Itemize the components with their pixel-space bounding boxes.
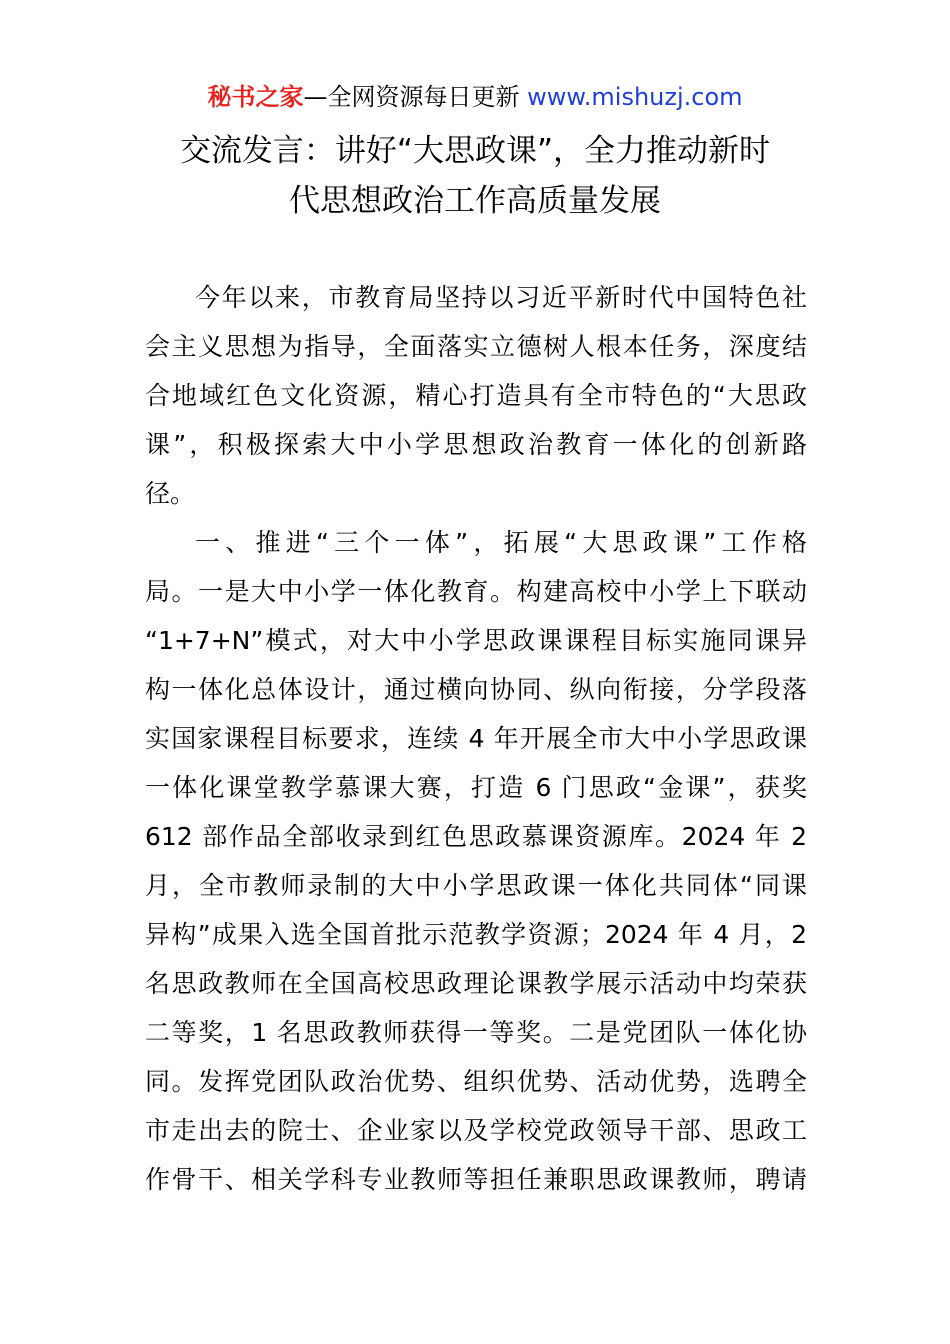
paragraph-line: 今年以来，市教育局坚持以习近平新时代中国特色社 (195, 283, 807, 312)
paragraph (145, 273, 807, 518)
site-url-link[interactable]: www.mishuzj.com (527, 83, 743, 111)
paragraph (145, 518, 807, 1204)
paragraph-line: 同。发挥党团队政治优势、组织优势、活动优势，选聘全 (145, 1067, 807, 1096)
paragraph-line: 二等奖，1 名思政教师获得一等奖。二是党团队一体化协 (145, 1018, 807, 1047)
paragraph-line: 合地域红色文化资源，精心打造具有全市特色的“大思政 (145, 381, 807, 410)
paragraph-line: 实国家课程目标要求，连续 4 年开展全市大中小学思政课 (145, 724, 807, 753)
title-line: 交流发言：讲好“大思政课”，全力推动新时 (179, 133, 771, 169)
title-line: 代思想政治工作高质量发展 (289, 183, 661, 219)
paragraph-line: 月，全市教师录制的大中小学思政课一体化共同体“同课 (145, 871, 807, 900)
document-title (120, 126, 830, 226)
paragraph-line: 一体化课堂教学慕课大赛，打造 6 门思政“金课”，获奖 (145, 773, 807, 802)
site-header (0, 80, 950, 114)
paragraph-line: 612 部作品全部收录到红色思政慕课资源库。2024 年 2 (145, 822, 807, 851)
site-tagline: —全网资源每日更新 (303, 83, 520, 111)
paragraph-line: 构一体化总体设计，通过横向协同、纵向衔接，分学段落 (145, 675, 807, 704)
paragraph-line: 会主义思想为指导，全面落实立德树人根本任务，深度结 (145, 332, 807, 361)
paragraph-line: 名思政教师在全国高校思政理论课教学展示活动中均荣获 (145, 969, 807, 998)
paragraph-line: 一、推进“三个一体”，拓展“大思政课”工作格 (195, 528, 807, 557)
paragraph-line: 径。 (145, 479, 196, 508)
paragraph-line: “1+7+N”模式，对大中小学思政课课程目标实施同课异 (145, 626, 807, 655)
paragraph-line: 市走出去的院士、企业家以及学校党政领导干部、思政工 (145, 1116, 807, 1145)
paragraph-line: 课”，积极探索大中小学思想政治教育一体化的创新路 (145, 430, 807, 459)
site-brand: 秘书之家 (207, 83, 304, 111)
paragraph-line: 局。一是大中小学一体化教育。构建高校中小学上下联动 (145, 577, 807, 606)
paragraph-line: 作骨干、相关学科专业教师等担任兼职思政课教师，聘请 (145, 1165, 807, 1194)
document-body (145, 273, 807, 1204)
paragraph-line: 异构”成果入选全国首批示范教学资源；2024 年 4 月，2 (145, 920, 807, 949)
